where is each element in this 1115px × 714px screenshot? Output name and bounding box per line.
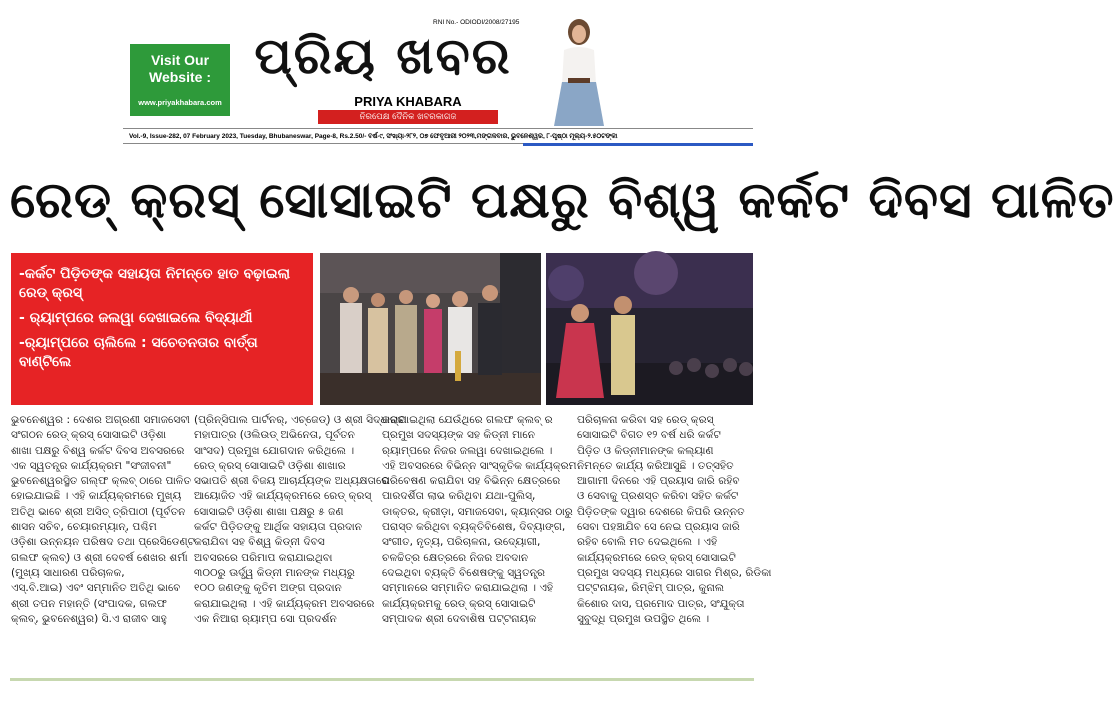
- article-line: ଡାକ୍ତର, କ୍ରୀଡ଼ା, ସମାଜସେବା, କ୍ୟାନ୍‌ସର ଠାରୁ: [382, 505, 573, 518]
- article-line: କର୍କଟ ପିଡ଼ିତଙ୍କୁ ଆର୍ଥିକ ସହାୟତା ପ୍ରଦାନ: [194, 521, 363, 534]
- visit-website-label: Visit Our Website :: [149, 52, 211, 85]
- article-line: ରହିବ ବୋଲି ମତ ଦେଇଥିଲେ । ଏହି: [577, 536, 718, 549]
- article-line: ସଂଗଠନ ରେଡ୍ କ୍ରସ୍ ସୋସାଇଟି ଓଡ଼ିଶା: [11, 429, 167, 442]
- article-headline: ରେଡ୍ କ୍ରସ୍ ସୋସାଇଟି ପକ୍ଷରୁ ବିଶ୍ୱ କର୍କଟ ଦିବସ ପାଳିତ: [10, 171, 1115, 229]
- article-line: ସାଂସଦ) ପ୍ରମୁଖ ଯୋଗଦାନ କରିଥିଲେ ।: [194, 444, 355, 457]
- article-line: ଶାସନ ସଚିବ, ଚେୟାରମ୍ୟାନ୍, ପଶ୍ଚିମ: [11, 521, 157, 534]
- article-line: କ୍ଲବ୍, ଭୁବନେଶ୍ୱର) ସି.ଏ ରାଜୀବ ସାହୁ: [11, 612, 167, 625]
- article-column-1: [11, 413, 196, 627]
- issue-strip-accent: [523, 143, 753, 146]
- article-line: ପ୍ରମୁଖ ସଦସ୍ୟଙ୍କ ସହ କିଡ୍‌ନୀ ମାନେ: [382, 429, 536, 442]
- article-line: ଆଗାମୀ ଦିନରେ ଏହି ପ୍ରୟାସ ଜାରି ରହିବ: [577, 475, 740, 488]
- article-line: ପରିଚାଳନା କରିବା ସହ ରେଡ୍ କ୍ରସ୍: [577, 414, 714, 426]
- article-column-2: [194, 413, 405, 627]
- article-line: ସୋସାଇଟି ବିଗତ ୧୨ ବର୍ଷ ଧରି କର୍କଟ: [577, 429, 721, 442]
- article-line: କାର୍ଯ୍ୟକ୍ରମରେ ରେଡ୍ କ୍ରସ୍ ସୋସାଇଟି: [577, 551, 736, 564]
- article-line: ଦେଇଥିବା ବ୍ୟକ୍ତି ବିଶେଷଙ୍କୁ ସ୍ୱତନ୍ତ୍ର: [382, 566, 546, 579]
- article-column-4: [577, 413, 772, 627]
- article-line: ୧୦୦ ଜଣଙ୍କୁ କୃତିମ ଅଙ୍ଗ ପ୍ରଦାନ: [194, 582, 342, 595]
- newspaper-masthead: [123, 10, 753, 150]
- article-line: ରେଡ୍ କ୍ରସ୍ ସୋସାଇଟି ଓଡ଼ିଶା ଶାଖାର: [194, 459, 346, 472]
- article-line: କରାଯାଇଥିଲା ଯେଉଁଥିରେ ଗଲଫ କ୍ଲବ୍ ର: [382, 414, 553, 426]
- article-line: ଚଳଚ୍ଚିତ୍ର କ୍ଷେତ୍ରରେ ନିଜର ଅବଦାନ: [382, 551, 529, 564]
- article-line: କରାଯିବା ସହ ବିଶ୍ୱ କିଡ୍‌ନୀ ଦିବସ: [194, 536, 325, 549]
- article-line: ଶ୍ରୀ ତପନ ମହାନ୍ତି (ସଂପାଦକ, ଗଲଫ: [11, 597, 167, 610]
- article-line: କରାଯାଇଥିଲା । ଏହି କାର୍ଯ୍ୟକ୍ରମ ଅବସରରେ: [194, 597, 375, 610]
- article-line: ୩୦୦ରୁ ଊର୍ଦ୍ଧ୍ୱ କିଡ୍‌ନୀ ମାନଙ୍କ ମଧ୍ୟରୁ: [194, 566, 355, 579]
- article-line: ମହାପାତ୍ର (ଓଲିଉଡ୍ ଅଭିନେତା, ପୂର୍ବତନ: [194, 429, 355, 442]
- article-column-3: [382, 413, 577, 627]
- masthead-model-photo: [548, 14, 610, 126]
- article-line: ପାରଦର୍ଶିତା ଲାଭ କରିଥିବା ଯଥା-ପୁଲିସ୍,: [382, 490, 536, 503]
- article-line: ଅତିଥି ଭାବେ ଶ୍ରୀ ଅସିତ୍ ତ୍ରିପାଠୀ (ପୂର୍ବତନ: [11, 505, 186, 518]
- page-bottom-rule: [10, 678, 754, 681]
- article-line: ସେବା ପହଞ୍ଚାଯିବ ସେ ନେଇ ପ୍ରୟାସ ଜାରି: [577, 521, 740, 534]
- newspaper-logo: ପ୍ରିୟ ଖବର: [254, 27, 512, 85]
- website-url[interactable]: www.priyakhabara.com: [138, 98, 222, 107]
- article-line: ସମ୍ପାଦକ ଶ୍ରୀ ଦେବାଶିଷ ପଟ୍ଟନାୟକ: [382, 612, 537, 625]
- article-line: ପ୍ରମୁଖ ସଦସ୍ୟ ମଧ୍ୟରେ ସାଗର ମିଶ୍ର, ରିଡିକା: [577, 566, 772, 579]
- article-line: ସୋସାଇଟି ଓଡ଼ିଶା ଶାଖା ପକ୍ଷରୁ ୫ ଜଣ: [194, 505, 344, 518]
- article-line: ଓ ସେବାକୁ ପ୍ରଶସ୍ତ କରିବା ସହିତ କର୍କଟ: [577, 490, 739, 503]
- article-line: ସୁବୁଦ୍ଧି ପ୍ରମୁଖ ଉପସ୍ଥିତ ଥିଲେ ।: [577, 612, 710, 625]
- article-line: ଭୁବନେଶ୍ୱର : ଦେଶର ଅଗ୍ରଣୀ ସମାଜସେବୀ: [11, 414, 190, 426]
- article-line: ପରିବେଷଣ କରାଯିବା ସହ ବିଭିନ୍ନ କ୍ଷେତ୍ରରେ: [382, 475, 561, 488]
- article-line: ଏସ୍.ବି.ଆଇ) ଏବଂ ସମ୍ମାନିତ ଅତିଥି ଭାବେ: [11, 582, 181, 595]
- event-photo-ramp-show: [546, 253, 753, 405]
- article-line: ଆୟୋଜିତ ଏହି କାର୍ଯ୍ୟକ୍ରମରେ ରେଡ୍ କ୍ରସ୍: [194, 490, 372, 503]
- article-line: ଓଡ଼ିଶା ଉନ୍ନୟନ ପରିଷଦ ତଥା ପ୍ରେସିଡେଣ୍ଟ: [11, 536, 196, 549]
- issue-info-text: Vol.-9, Issue-282, 07 February 2023, Tuesday, Bhubaneswar, Page-8, Rs.2.50/- ବର୍ଷ-୯, ସଂଖ୍ୟା-୨୮୨, ୦୭ ଫେବୃଆରୀ ୨୦୨୩,ମଙ୍ଗଳବାର, ଭୁବନେଶ୍ୱର, ୮-ପୃଷ୍ଠା ମୂଲ୍ୟ-୨.୫୦ଟଙ୍କା: [129, 133, 618, 140]
- article-line: ହୋଇଯାଇଛି । ଏହି କାର୍ଯ୍ୟକ୍ରମରେ ମୁଖ୍ୟ: [11, 490, 182, 503]
- article-line: ଏହି ଅବସରରେ ବିଭିନ୍ନ ସାଂସ୍କୃତିକ କାର୍ଯ୍ୟକ୍ରମ: [382, 459, 577, 472]
- article-line: ସଂଗୀତ, ନୃତ୍ୟ, ପରିଚାଳନା, ଉଦ୍ୟୋଗୀ,: [382, 536, 541, 549]
- article-line: ର୍‍ୟାମ୍ପରେ ନିଜର ଜଲୱା ଦେଖାଇଥିଲେ ।: [382, 444, 553, 457]
- article-line: ପରାସ୍ତ କରିଥିବା ବ୍ୟକ୍ତିବିଶେଷ, ଦିବ୍ୟାଙ୍ଗ,: [382, 521, 566, 534]
- article-line: ଗଲଫ କ୍ଲବ୍) ଓ ଶ୍ରୀ ଦେବର୍ଷ ଶେଖର ଶର୍ମା: [11, 551, 188, 564]
- article-line: ଏକ ନିଆରା ର୍‍ୟାମ୍ପ ସୋ ପ୍ରଦର୍ଶନ: [194, 612, 337, 625]
- article-line: କାର୍ଯ୍ୟକ୍ରମକୁ ରେଡ୍ କ୍ରସ୍ ସୋସାଇଟି: [382, 597, 536, 610]
- summary-point: - ର୍‍ୟାମ୍ପରେ ଜଲୱା ଦେଖାଇଲେ ବିଦ୍ୟାର୍ଥୀ: [19, 310, 253, 326]
- article-line: ପଟ୍ଟନାୟକ, ରିମ୍‌ଝିମ୍ ପାତ୍ର, କୁନାଲ: [577, 582, 725, 595]
- rni-number: RNI No.- ODIODI/2008/27195: [433, 19, 520, 26]
- newspaper-name-english: PRIYA KHABARA: [354, 94, 462, 109]
- article-line: ପିଡ଼ିତ ଓ କିଡ୍‌ନୀମାନଙ୍କ କଲ୍ୟାଣ: [577, 444, 714, 457]
- newspaper-tagline: ନିରପେକ୍ଷ ଦୈନିକ ଖବରକାଗଜ: [318, 110, 498, 124]
- issue-info-strip: [123, 128, 753, 144]
- article-line: ଏକ ସ୍ୱତନ୍ତ୍ର କାର୍ଯ୍ୟକ୍ରମ "ସଂଜୀବନୀ": [11, 459, 172, 472]
- article-line: ଶାଖା ପକ୍ଷରୁ ବିଶ୍ୱ କର୍କଟ ଦିବସ ଅବସରରେ: [11, 444, 185, 457]
- article-line: ନିମନ୍ତେ କାର୍ଯ୍ୟ କରିଆସୁଛି । ତତ୍‌ସହିତ: [577, 459, 734, 472]
- summary-point: -କର୍କଟ ପିଡ଼ିତଙ୍କ ସହାୟତା ନିମନ୍ତେ ହାତ ବଢ଼ାଇଲା ରେଡ୍ କ୍ରସ୍: [19, 266, 291, 301]
- summary-point: -ର୍‍ୟାମ୍ପରେ ଚାଲିଲେ : ସଚେତନତାର ବାର୍ତ୍ତା ବାଣ୍ଟିଲେ: [19, 335, 258, 370]
- article-line: ପିଡ଼ିତଙ୍କ ଦ୍ୱାର ଦେଶରେ କିପରି ଉନ୍ନତ: [577, 505, 745, 518]
- article-summary-box: [11, 253, 313, 405]
- article-line: କିଶୋର ଦାସ, ପ୍ରମୋଦ ପାତ୍ର, ସଂଯୁକ୍ତା: [577, 597, 745, 610]
- article-line: ଭୁବନେଶ୍ୱରସ୍ଥିତ ଗଲ୍ଫ କ୍ଲବ୍ ଠାରେ ପାଳିତ: [11, 475, 192, 488]
- article-line: ସଭାପତି ଶ୍ରୀ ବିଜୟ ଆଚାର୍ଯ୍ୟଙ୍କ ଅଧ୍ୟକ୍ଷତାରେ: [194, 475, 390, 488]
- article-line: ଅବସରରେ ପରିମାପ କରାଯାଇଥିବା: [194, 551, 333, 564]
- article-line: (ପ୍ରିନ୍ସିପାଲ ପାର୍ଟନର୍, ଏଚ୍‌ଜେଡ୍) ଓ ଶ୍ରୀ ସିଦ୍ଧାନ୍ତ: [194, 414, 405, 426]
- article-line: ସମ୍ମାନରେ ସମ୍ମାନିତ କରାଯାଇଥିଲା । ଏହି: [382, 582, 554, 595]
- article-line: (ମୁଖ୍ୟ ସାଧାରଣ ପରିଚାଳକ,: [11, 566, 125, 579]
- event-photo-lamp-lighting: [320, 253, 541, 405]
